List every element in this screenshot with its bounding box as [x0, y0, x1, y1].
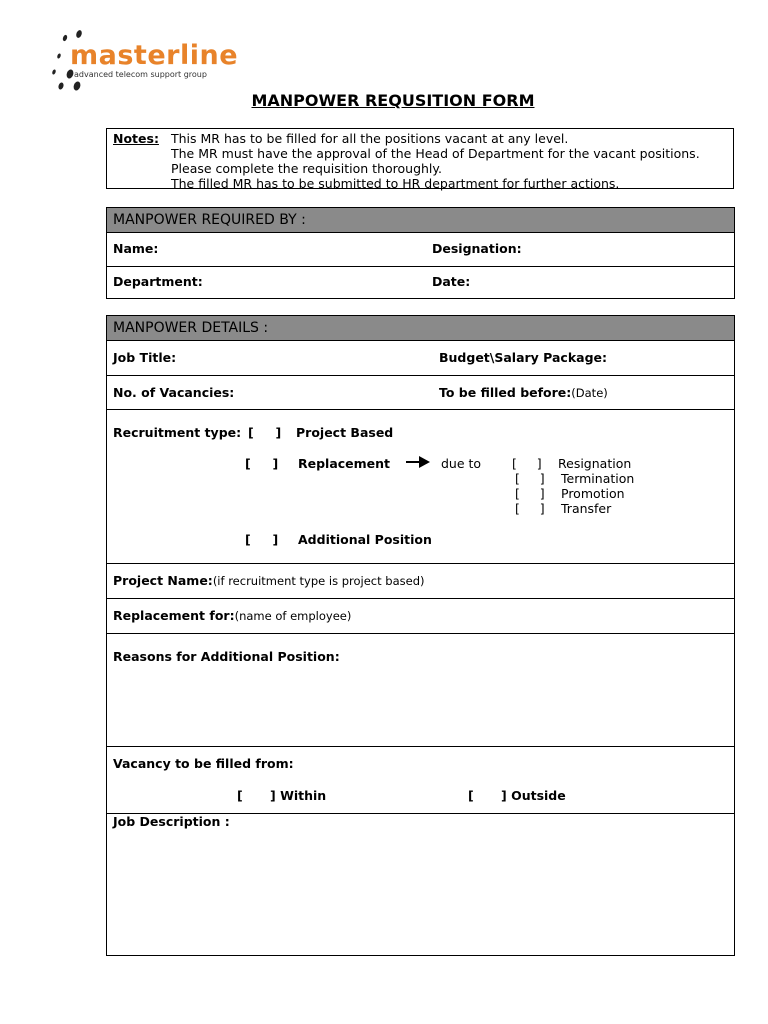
replacement-label: Replacement	[298, 456, 391, 471]
project-name-hint: (if recruitment type is project based)	[212, 574, 425, 588]
project-based-label: Project Based	[296, 425, 394, 440]
notes-line: This MR has to be filled for all the positions vacant at any level.	[171, 131, 569, 146]
row-divider	[107, 746, 734, 747]
page-title: MANPOWER REQUSITION FORM	[251, 91, 535, 110]
notes-line: Please complete the requisition thoroughly.	[171, 161, 442, 176]
required-by-section	[106, 207, 735, 299]
termination-checkbox[interactable]: [ ]	[515, 471, 545, 486]
details-header-text: MANPOWER DETAILS :	[113, 320, 269, 336]
date-label: Date:	[432, 274, 471, 289]
notes-box	[106, 128, 734, 189]
row-divider	[107, 409, 734, 410]
project-name-field	[113, 573, 424, 588]
replacement-for-label: Replacement for:	[113, 608, 235, 623]
row-divider	[107, 266, 734, 267]
company-logo	[48, 26, 248, 96]
outside-label: ] Outside	[501, 788, 566, 803]
job-title-label: Job Title:	[113, 350, 177, 365]
promotion-label: Promotion	[561, 486, 625, 501]
replacement-checkbox[interactable]: [ ]	[245, 456, 279, 471]
transfer-checkbox[interactable]: [ ]	[515, 501, 545, 516]
logo-brand-text: masterline	[70, 40, 239, 71]
filled-before-hint: (Date)	[571, 386, 608, 400]
row-divider	[107, 633, 734, 634]
replacement-for-field	[113, 608, 351, 623]
reasons-additional-label: Reasons for Additional Position:	[113, 649, 340, 664]
details-header	[107, 316, 734, 341]
logo-tagline: advanced telecom support group	[74, 70, 207, 79]
notes-line: The MR must have the approval of the Head of Department for the vacant positions.	[171, 146, 700, 161]
arrow-right-icon	[405, 455, 431, 469]
within-bracket[interactable]: [	[237, 788, 243, 803]
resignation-checkbox[interactable]: [ ]	[512, 456, 542, 471]
details-section	[106, 315, 735, 956]
job-description-label: Job Description :	[113, 814, 230, 829]
filled-before-label: To be filled before:	[439, 385, 572, 400]
vacancy-from-label: Vacancy to be filled from:	[113, 756, 294, 771]
row-divider	[107, 375, 734, 376]
promotion-checkbox[interactable]: [ ]	[515, 486, 545, 501]
replacement-for-hint: (name of employee)	[234, 609, 352, 623]
outside-bracket[interactable]: [	[468, 788, 474, 803]
department-label: Department:	[113, 274, 203, 289]
additional-position-label: Additional Position	[298, 532, 432, 547]
designation-label: Designation:	[432, 241, 522, 256]
recruitment-type-label: Recruitment type:	[113, 425, 242, 440]
resignation-label: Resignation	[558, 456, 632, 471]
row-divider	[107, 563, 734, 564]
required-by-header-text: MANPOWER REQUIRED BY :	[113, 212, 306, 228]
row-divider	[107, 598, 734, 599]
additional-position-checkbox[interactable]: [ ]	[245, 532, 279, 547]
project-name-label: Project Name:	[113, 573, 213, 588]
termination-label: Termination	[561, 471, 635, 486]
transfer-label: Transfer	[561, 501, 612, 516]
budget-label: Budget\Salary Package:	[439, 350, 608, 365]
required-by-header	[107, 208, 734, 233]
within-label: ] Within	[270, 788, 327, 803]
name-label: Name:	[113, 241, 159, 256]
filled-before-field	[439, 385, 608, 400]
project-based-checkbox[interactable]: [ ]	[248, 425, 282, 440]
vacancies-label: No. of Vacancies:	[113, 385, 235, 400]
notes-line: The filled MR has to be submitted to HR department for further actions.	[171, 176, 620, 191]
due-to-text: due to	[441, 456, 482, 471]
notes-label: Notes:	[113, 131, 159, 146]
